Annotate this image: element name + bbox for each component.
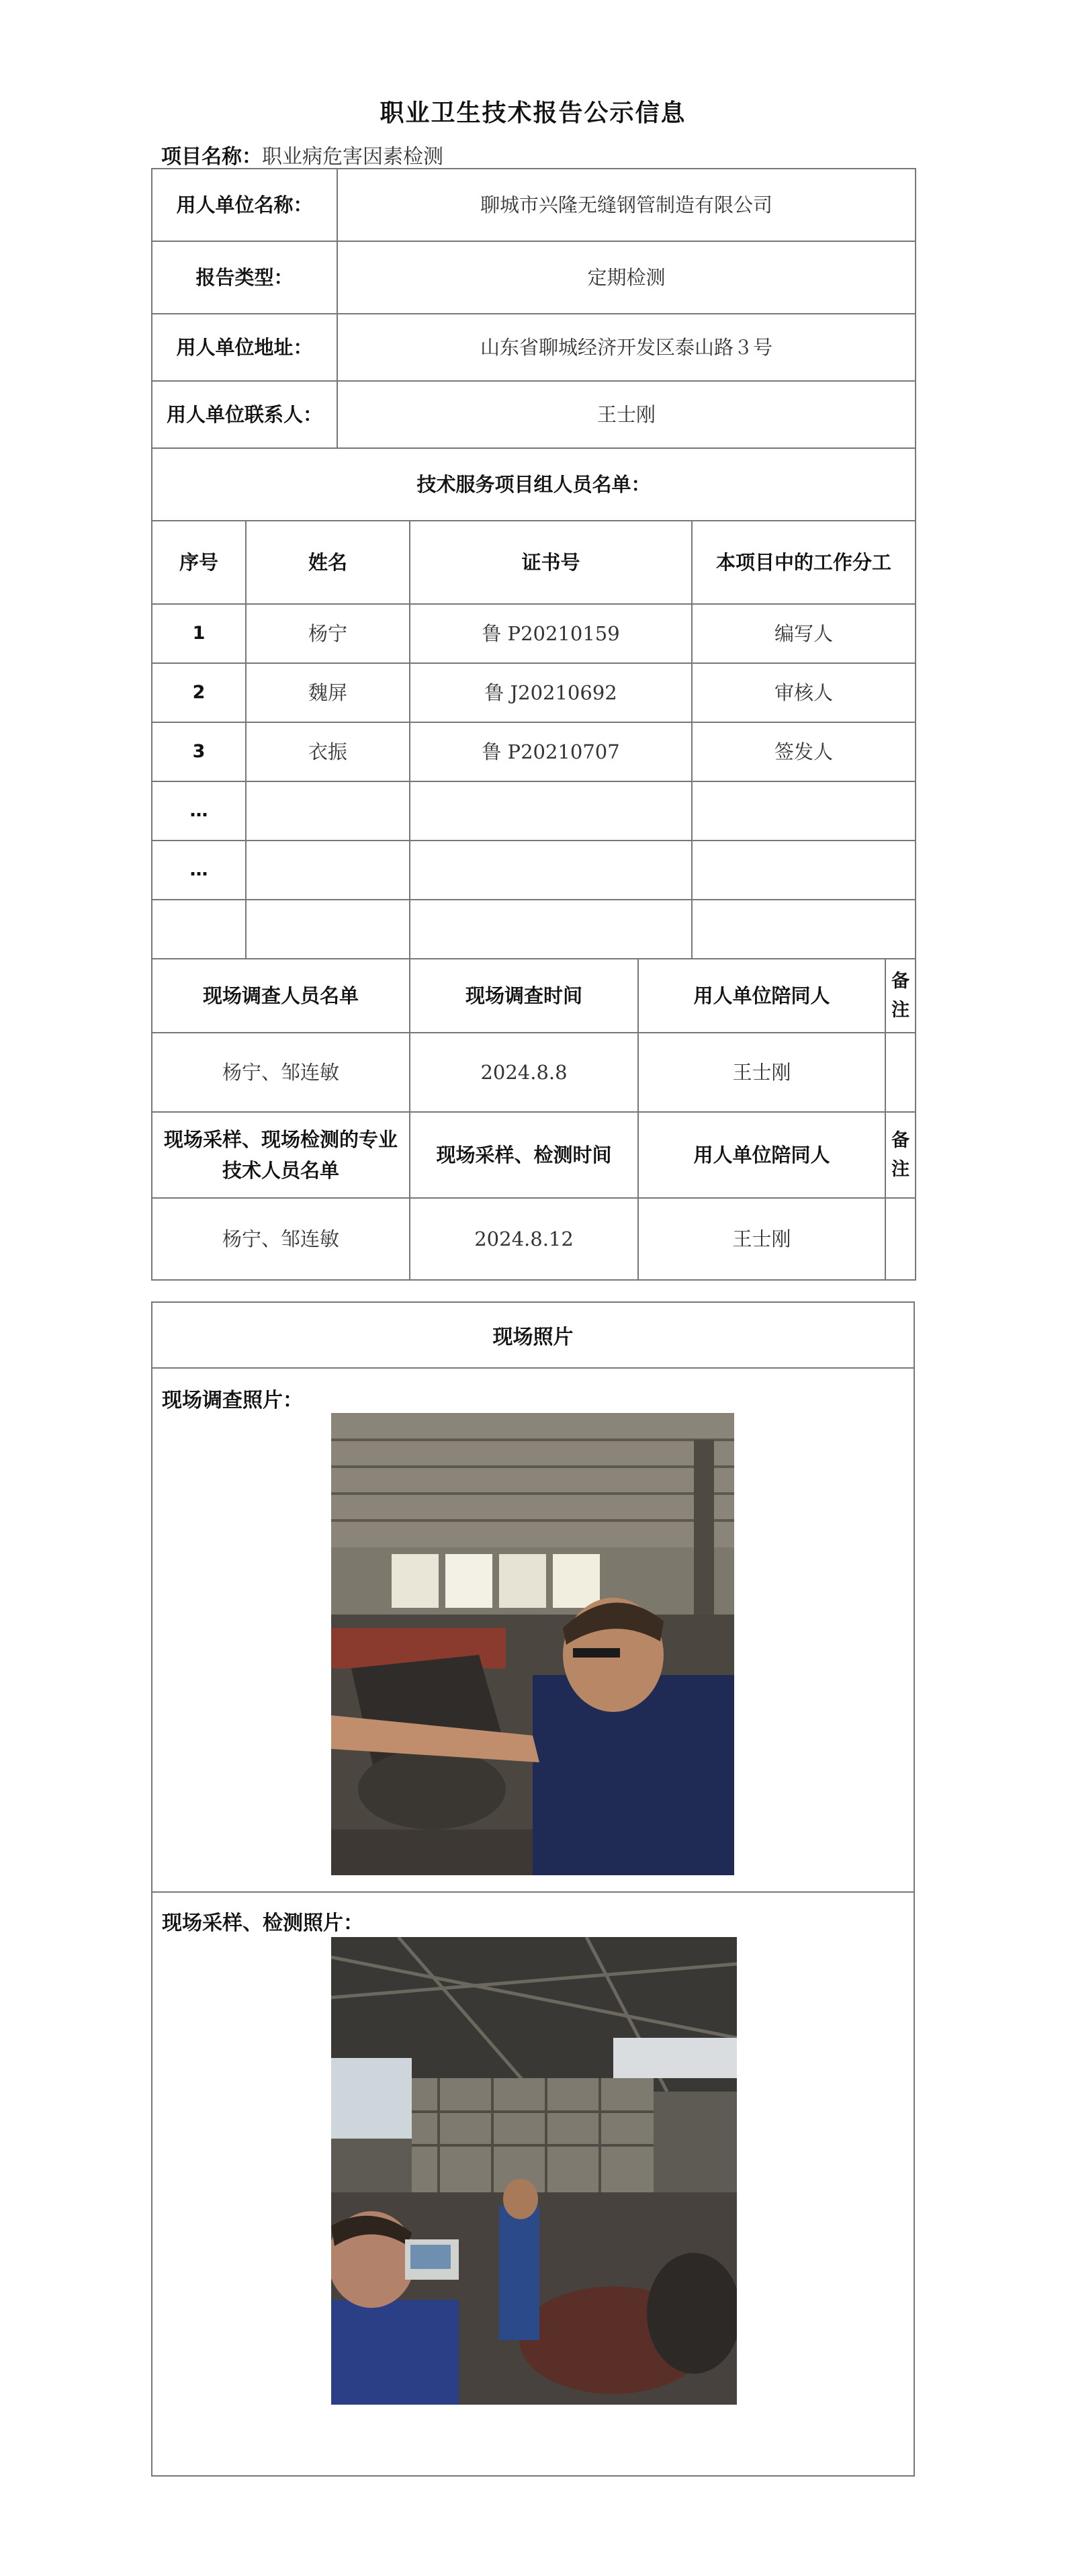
survey-time: 2024.8.8: [410, 1033, 638, 1112]
survey-row: [152, 1033, 916, 1112]
info-row-report-type: [152, 241, 916, 314]
sampling-header-time: 现场采样、检测时间: [410, 1112, 638, 1198]
sampling-header-row: [152, 1112, 916, 1198]
team-row-cert: 鲁 J20210692: [410, 663, 692, 722]
survey-header-row: [152, 959, 916, 1033]
team-row-cert: 鲁 P20210707: [410, 722, 692, 781]
team-header-no: 序号: [152, 521, 246, 604]
employer-address-value: 山东省聊城经济开发区泰山路３号: [337, 314, 916, 381]
survey-header-people: 现场调查人员名单: [152, 959, 410, 1033]
team-row-no: 1: [152, 604, 246, 663]
survey-photo-label: 现场调查照片：: [162, 1389, 303, 1412]
employer-contact-label: 用人单位联系人：: [152, 381, 337, 448]
team-row-no: 3: [152, 722, 246, 781]
survey-photo: [331, 1413, 734, 1875]
report-info-table: [151, 168, 916, 1281]
team-row-name: [246, 781, 410, 841]
team-heading: 技术服务项目组人员名单：: [152, 448, 916, 521]
team-header-cert: 证书号: [410, 521, 692, 604]
survey-header-note: 备注: [885, 959, 916, 1033]
table-row: [152, 781, 916, 841]
project-name-value: 职业病危害因素检测: [262, 145, 443, 169]
photo-divider: [152, 1891, 914, 1893]
sampling-photo: [331, 1937, 737, 2405]
team-header-row: [152, 521, 916, 604]
page-title: 职业卫生技术报告公示信息: [380, 99, 686, 127]
team-row-name: [246, 841, 410, 900]
team-row-name: 杨宁: [246, 604, 410, 663]
report-type-label: 报告类型：: [152, 241, 337, 314]
team-row-role: [692, 841, 916, 900]
team-row-no: 2: [152, 663, 246, 722]
employer-name-value: 聊城市兴隆无缝钢管制造有限公司: [337, 169, 916, 241]
survey-header-time: 现场调查时间: [410, 959, 638, 1033]
team-row-role: [692, 781, 916, 841]
table-row: [152, 841, 916, 900]
info-row-address: [152, 314, 916, 381]
sampling-photo-label: 现场采样、检测照片：: [162, 1912, 363, 1935]
sampling-header-note: 备注: [885, 1112, 916, 1198]
team-heading-row: [152, 448, 916, 521]
team-row-role: 审核人: [692, 663, 916, 722]
table-row: [152, 900, 916, 959]
table-row: [152, 663, 916, 722]
sampling-escort: 王士刚: [638, 1198, 885, 1280]
info-row-contact: [152, 381, 916, 448]
employer-contact-value: 王士刚: [337, 381, 916, 448]
employer-name-label: 用人单位名称：: [152, 169, 337, 241]
sampling-note: [885, 1198, 916, 1280]
table-row: [152, 604, 916, 663]
team-row-name: 魏屏: [246, 663, 410, 722]
survey-note: [885, 1033, 916, 1112]
team-row-role: 签发人: [692, 722, 916, 781]
team-row-no: [152, 900, 246, 959]
report-type-value: 定期检测: [337, 241, 916, 314]
table-row: [152, 722, 916, 781]
team-row-role: 编写人: [692, 604, 916, 663]
project-name: [161, 140, 443, 169]
team-header-name: 姓名: [246, 521, 410, 604]
site-photos-section: [151, 1301, 915, 2477]
team-row-cert: 鲁 P20210159: [410, 604, 692, 663]
info-row-employer: [152, 169, 916, 241]
survey-people: 杨宁、邹连敏: [152, 1033, 410, 1112]
team-row-no: …: [152, 781, 246, 841]
team-row-name: 衣振: [246, 722, 410, 781]
team-row-cert: [410, 900, 692, 959]
team-row-role: [692, 900, 916, 959]
team-row-name: [246, 900, 410, 959]
sampling-header-escort: 用人单位陪同人: [638, 1112, 885, 1198]
team-row-no: …: [152, 841, 246, 900]
site-photos-heading: 现场照片: [152, 1303, 914, 1369]
team-header-role: 本项目中的工作分工: [692, 521, 916, 604]
sampling-row: [152, 1198, 916, 1280]
team-row-cert: [410, 781, 692, 841]
employer-address-label: 用人单位地址：: [152, 314, 337, 381]
survey-header-escort: 用人单位陪同人: [638, 959, 885, 1033]
sampling-people: 杨宁、邹连敏: [152, 1198, 410, 1280]
project-name-label: 项目名称：: [161, 145, 262, 169]
survey-escort: 王士刚: [638, 1033, 885, 1112]
sampling-header-people: 现场采样、现场检测的专业技术人员名单: [152, 1112, 410, 1198]
team-row-cert: [410, 841, 692, 900]
sampling-time: 2024.8.12: [410, 1198, 638, 1280]
